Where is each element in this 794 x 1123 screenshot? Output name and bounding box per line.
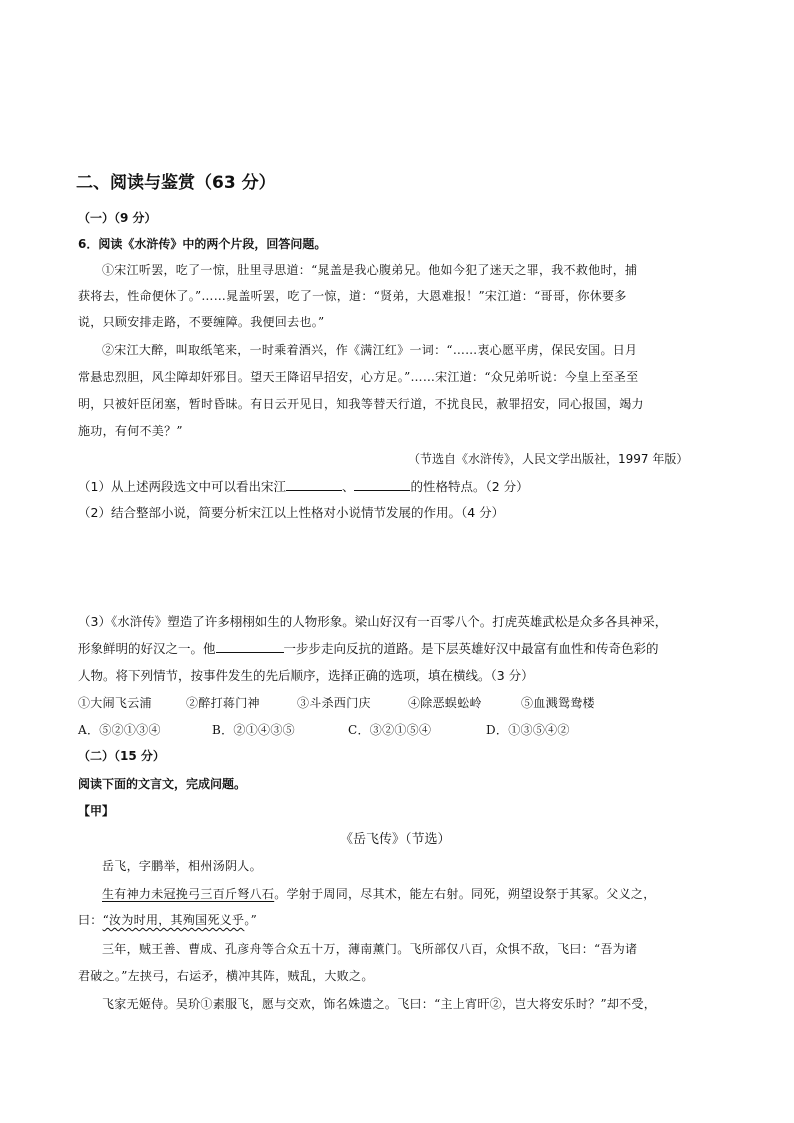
question-3-line [78, 639, 659, 657]
event-item: ⑤血溅鸳鸯楼 [521, 696, 595, 710]
option-b[interactable]: B．②①④③⑤ [212, 723, 295, 737]
question-6: 6．阅读《水浒传》中的两个片段，回答问题。 [78, 237, 327, 251]
event-item: ②醉打蒋门神 [186, 696, 260, 710]
classical-text: 。” [244, 913, 258, 927]
classical-line: 君破之。”左挟弓，右运矛，横冲其阵，贼乱，大败之。 [78, 969, 374, 983]
option-c[interactable]: C．③②①⑤④ [348, 723, 432, 737]
event-item: ③斗杀西门庆 [297, 696, 371, 710]
wavy-underlined-sentence: “汝为时用，其殉国死义乎 [102, 913, 245, 927]
part2-instruction: 阅读下面的文言文，完成问题。 [78, 777, 247, 791]
question-1 [78, 477, 529, 495]
classical-text: 曰： [78, 913, 103, 927]
answer-blank-1[interactable] [286, 477, 342, 491]
question-3-line: 人物。将下列情节，按事件发生的先后顺序，选择正确的选项，填在横线。（3 分） [78, 668, 534, 683]
classical-line: 岳飞，字鹏举，相州汤阴人。 [102, 859, 262, 873]
passage2-line: 常悬忠烈胆，风尘障却奸邪目。望天王降诏早招安，心方足。”……宋江道：“众兄弟听说：今皇上至圣至 [78, 370, 639, 384]
classical-text: 。学射于周同，尽其术，能左右射。同死，朔望设祭于其冢。父义之， [274, 887, 656, 901]
part2-label: （二）（15 分） [78, 749, 165, 763]
section-title: 二、阅读与鉴赏（63 分） [76, 173, 276, 193]
question-1-text-a: （1）从上述两段选文中可以看出宋江 [78, 479, 286, 494]
passage1-line: 获将去，性命便休了。”……晁盖听罢，吃了一惊，道：“贤弟，大恩难报！”宋江道：“哥哥，你休要多 [78, 289, 627, 303]
article-title: 《岳飞传》（节选） [340, 832, 451, 847]
passage2-line: 施功，有何不美？” [78, 424, 183, 438]
event-item: ④除恶蜈蚣岭 [408, 696, 482, 710]
passage1-line: 说，只顾安排走路，不要缠障。我便回去也。” [78, 315, 325, 329]
question-1-sep: 、 [341, 479, 355, 494]
question-3-line: （3）《水浒传》塑造了许多栩栩如生的人物形象。梁山好汉有一百零八个。打虎英雄武松是众多各具神采， [78, 614, 668, 629]
passage2-line: ②宋江大醉，叫取纸笔来，一时乘着酒兴，作《满江红》一词：“……衷心愿平虏，保民安国。日月 [102, 343, 638, 357]
classical-line [102, 885, 656, 902]
event-item: ①大闹飞云浦 [78, 696, 152, 710]
question-3-text-b: 一步步走向反抗的道路。是下层英雄好汉中最富有血性和传奇色彩的 [283, 641, 659, 656]
jia-label: 【甲】 [78, 804, 115, 818]
source-citation: （节选自《水浒传》，人民文学出版社，1997 年版） [408, 452, 689, 466]
passage2-line: 明，只被奸臣闭塞，暂时昏昧。有日云开见日，知我等替天行道，不扰良民，赦罪招安，同心报国，竭力 [78, 397, 644, 411]
question-2: （2）结合整部小说，简要分析宋江以上性格对小说情节发展的作用。（4 分） [78, 505, 505, 520]
answer-blank-2[interactable] [354, 477, 410, 491]
part1-label: （一）（9 分） [78, 211, 157, 225]
answer-blank-3[interactable] [216, 639, 284, 653]
passage1-line: ①宋江听罢，吃了一惊，肚里寻思道：“晁盖是我心腹弟兄。他如今犯了迷天之罪，我不救他时，捕 [102, 263, 638, 277]
classical-line: 三年，贼王善、曹成、孔彦舟等合众五十万，薄南薰门。飞所部仅八百，众惧不敌，飞曰：“吾为诸 [102, 942, 638, 956]
option-a[interactable]: A．⑤②①③④ [78, 723, 161, 737]
classical-line: 飞家无姬侍。吴玠①素服飞，愿与交欢，饰名姝遗之。飞曰：“主上宵旰②，岂大将安乐时？”却不受， [102, 997, 657, 1011]
option-d[interactable]: D．①③⑤④② [486, 723, 570, 737]
question-1-text-b: 的性格特点。（2 分） [410, 479, 529, 494]
underlined-sentence: 生有神力未冠挽弓三百斤弩八石 [102, 887, 275, 901]
classical-line [78, 911, 257, 928]
question-3-text-a: 形象鲜明的好汉之一。他 [78, 641, 216, 656]
